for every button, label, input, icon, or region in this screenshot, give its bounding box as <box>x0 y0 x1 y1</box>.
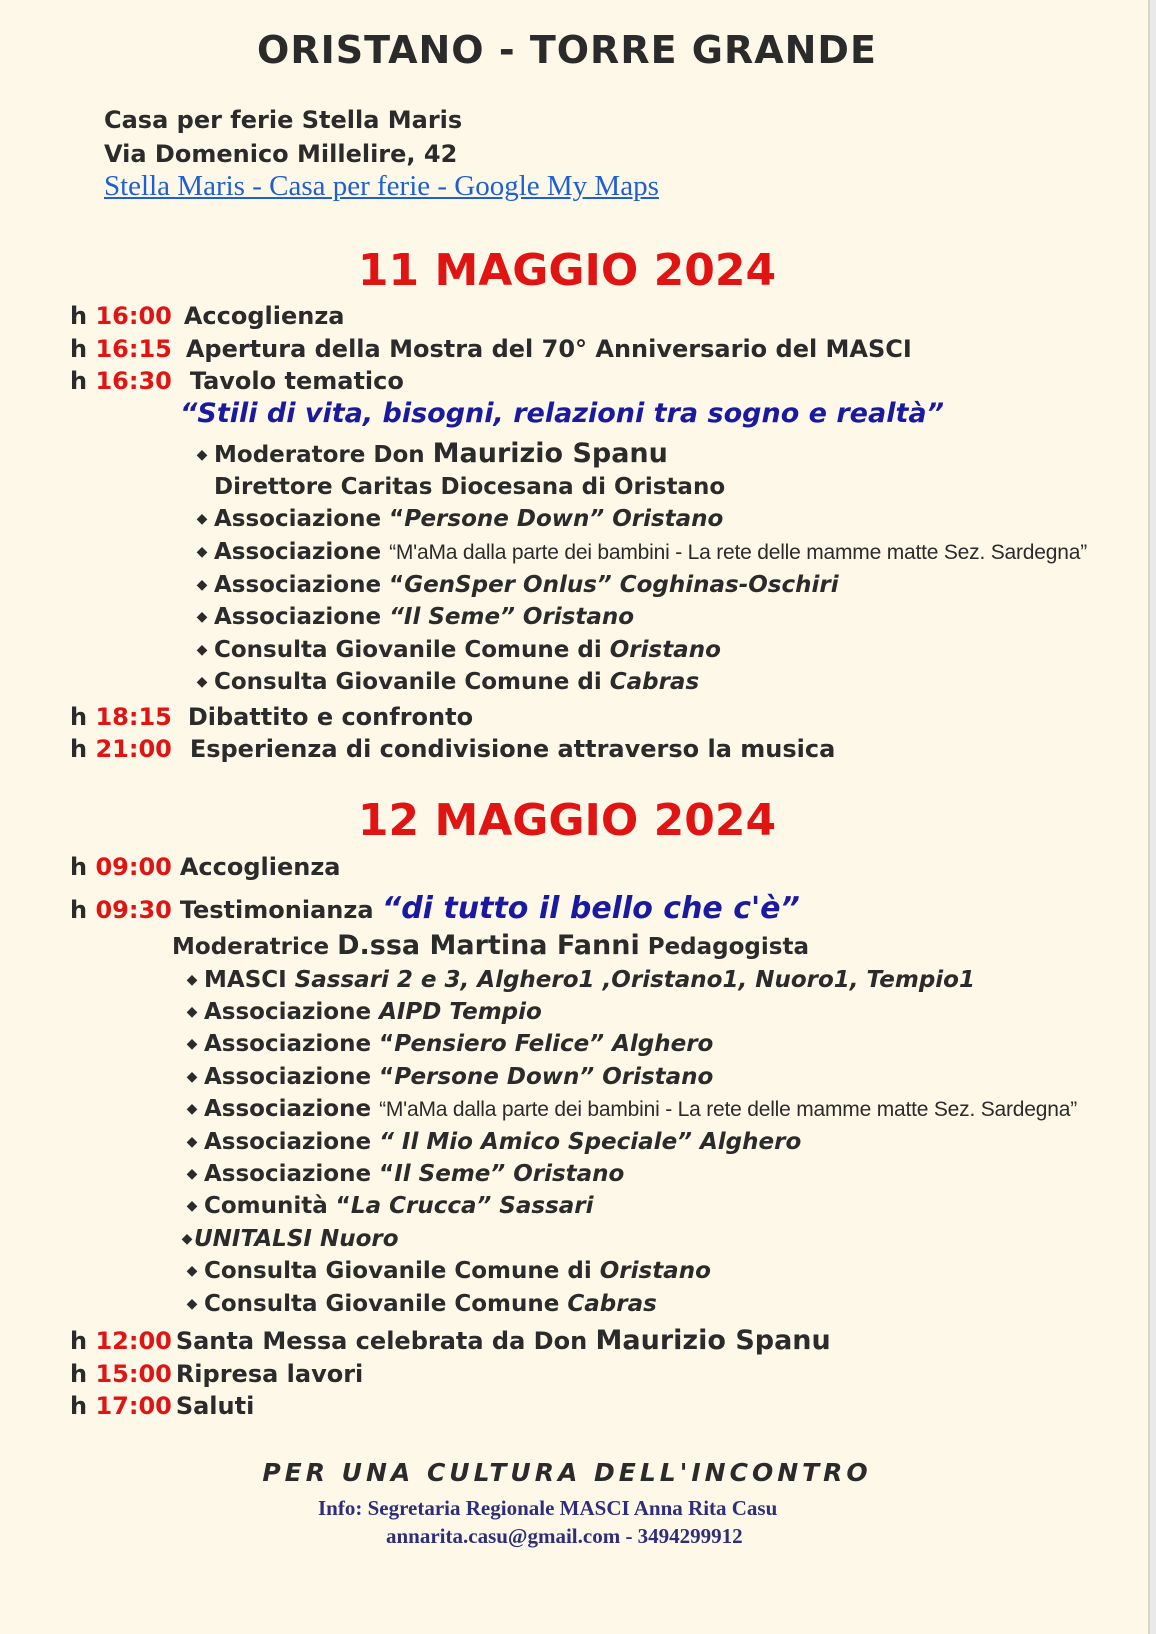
participant-item <box>180 1226 399 1252</box>
moderator-label: Moderatrice <box>172 934 338 960</box>
participant-item <box>180 1291 657 1317</box>
participant-item <box>190 669 699 695</box>
schedule-row <box>70 367 404 395</box>
participant-name: AIPD Tempio <box>379 999 542 1025</box>
participant-label: MASCI <box>204 967 295 993</box>
hour-prefix: h <box>70 367 88 395</box>
diamond-bullet-icon: ◆ <box>186 1134 198 1150</box>
participant-label: Associazione “ <box>204 1161 395 1187</box>
hour-prefix: h <box>70 335 88 363</box>
participant-label: Consulta Giovanile Comune di <box>214 637 610 663</box>
hour-prefix: h <box>70 896 88 924</box>
time-label: 18:15 <box>95 703 172 731</box>
schedule-row <box>70 302 345 330</box>
participant-item <box>180 1161 624 1187</box>
time-label: 16:00 <box>95 302 172 330</box>
participant-name: Oristano <box>609 637 721 663</box>
participant-name: GenSper Onlus” Coghinas-Oschiri <box>404 572 839 598</box>
participant-label: Associazione “ <box>214 506 405 532</box>
participant-label: Consulta Giovanile Comune di <box>214 669 610 695</box>
schedule-row <box>70 735 835 763</box>
participant-item <box>180 1129 801 1155</box>
time-label: 15:00 <box>95 1360 172 1388</box>
participant-label: Associazione <box>214 604 390 630</box>
participant-label: Associazione <box>204 1129 380 1155</box>
participant-item <box>190 506 723 532</box>
venue-address: Via Domenico Millelire, 42 <box>104 140 458 168</box>
day1-date: 11 MAGGIO 2024 <box>357 245 777 296</box>
event-label: Testimonianza <box>179 896 382 924</box>
event-label: Saluti <box>175 1392 255 1420</box>
event-label: Santa Messa celebrata da Don <box>175 1327 596 1355</box>
moderator-item <box>190 438 668 469</box>
hour-prefix: h <box>70 853 88 881</box>
participant-label: Consulta Giovanile Comune di <box>204 1258 600 1284</box>
participant-label: Comunità “ <box>204 1193 351 1219</box>
event-label: Tavolo tematico <box>189 367 404 395</box>
participant-name: Cabras <box>567 1291 657 1317</box>
schedule-row <box>70 891 800 926</box>
hour-prefix: h <box>70 735 88 763</box>
schedule-row <box>70 1360 363 1388</box>
participant-name: “ Il Mio Amico Speciale” Alghero <box>379 1129 802 1155</box>
participant-item <box>180 1193 594 1219</box>
diamond-bullet-icon: ◆ <box>196 511 208 527</box>
participant-name: Persone Down” Oristano <box>394 1064 714 1090</box>
time-label: 09:30 <box>95 896 172 924</box>
schedule-row <box>70 335 912 363</box>
time-label: 16:30 <box>95 367 172 395</box>
hour-prefix: h <box>70 302 88 330</box>
venue-name: Casa per ferie Stella Maris <box>104 106 463 134</box>
hour-prefix: h <box>70 1360 88 1388</box>
diamond-bullet-icon: ◆ <box>196 447 208 463</box>
participant-name: Cabras <box>609 669 700 695</box>
participant-label: Associazione “ <box>204 1031 395 1057</box>
participant-item <box>190 572 839 598</box>
diamond-bullet-icon: ◆ <box>186 1296 198 1312</box>
participant-label: Associazione <box>204 999 380 1025</box>
participant-name: Pensiero Felice” Alghero <box>394 1031 714 1057</box>
diamond-bullet-icon: ◆ <box>196 577 208 593</box>
participant-label: Associazione <box>204 1096 380 1122</box>
diamond-bullet-icon: ◆ <box>186 1036 198 1052</box>
hour-prefix: h <box>70 703 88 731</box>
schedule-row <box>70 853 341 881</box>
time-label: 17:00 <box>95 1392 172 1420</box>
diamond-bullet-icon: ◆ <box>186 1004 198 1020</box>
event-label: Accoglienza <box>183 302 345 330</box>
participant-name: Sassari 2 e 3, Alghero1 ,Oristano1, Nuoro1, Tempio1 <box>294 967 975 993</box>
time-label: 12:00 <box>95 1327 172 1355</box>
schedule-row <box>70 703 473 731</box>
participant-item <box>180 1064 713 1090</box>
participant-name: UNITALSI Nuoro <box>194 1226 399 1252</box>
participant-name: Oristano <box>599 1258 711 1284</box>
participant-name: “Il Seme” Oristano <box>389 604 635 630</box>
event-label: Ripresa lavori <box>175 1360 364 1388</box>
diamond-bullet-icon: ◆ <box>181 1231 193 1247</box>
diamond-bullet-icon: ◆ <box>186 1198 198 1214</box>
motto: PER UNA CULTURA DELL'INCONTRO <box>262 1458 872 1487</box>
event-label: Dibattito e confronto <box>187 703 474 731</box>
hour-prefix: h <box>70 1327 88 1355</box>
document-title: ORISTANO - TORRE GRANDE <box>257 28 877 72</box>
moderator-name: D.ssa Martina Fanni <box>337 930 640 961</box>
participant-item <box>180 967 975 993</box>
diamond-bullet-icon: ◆ <box>186 1166 198 1182</box>
contact-line: annarita.casu@gmail.com - 3494299912 <box>386 1524 743 1548</box>
diamond-bullet-icon: ◆ <box>186 1069 198 1085</box>
diamond-bullet-icon: ◆ <box>186 972 198 988</box>
schedule-row <box>70 1325 831 1356</box>
day2-theme: “di tutto il bello che c'è” <box>381 891 800 926</box>
day1-theme: “Stili di vita, bisogni, relazioni tra sogno e realtà” <box>180 398 944 429</box>
moderator-name: Maurizio Spanu <box>432 438 668 469</box>
diamond-bullet-icon: ◆ <box>196 642 208 658</box>
participant-item <box>190 637 721 663</box>
diamond-bullet-icon: ◆ <box>186 1101 198 1117</box>
participant-label: Associazione “ <box>204 1064 395 1090</box>
info-line: Info: Segretaria Regionale MASCI Anna Rita Casu <box>318 1496 778 1520</box>
moderator-item <box>172 930 809 961</box>
diamond-bullet-icon: ◆ <box>186 1263 198 1279</box>
diamond-bullet-icon: ◆ <box>196 544 208 560</box>
moderator-role: Pedagogista <box>639 934 809 960</box>
event-label: Esperienza di condivisione attraverso la musica <box>189 735 836 763</box>
time-label: 21:00 <box>95 735 172 763</box>
moderator-role: Direttore Caritas Diocesana di Oristano <box>214 474 726 500</box>
diamond-bullet-icon: ◆ <box>196 609 208 625</box>
participant-name: Il Seme” Oristano <box>394 1161 625 1187</box>
participant-label: Consulta Giovanile Comune <box>204 1291 568 1317</box>
participant-item <box>190 539 1087 565</box>
map-link[interactable]: Stella Maris - Casa per ferie - Google My Maps <box>104 170 659 202</box>
participant-name: “M'aMa dalla parte dei bambini - La rete delle mamme matte Sez. Sardegna” <box>379 1098 1077 1121</box>
participant-item <box>180 1096 1077 1122</box>
time-label: 16:15 <box>95 335 172 363</box>
participant-label: Associazione “ <box>214 572 405 598</box>
day2-date: 12 MAGGIO 2024 <box>357 795 777 846</box>
celebrant-name: Maurizio Spanu <box>595 1325 831 1356</box>
hour-prefix: h <box>70 1392 88 1420</box>
participant-name: La Crucca” Sassari <box>350 1193 594 1219</box>
event-label: Apertura della Mostra del 70° Anniversario del MASCI <box>185 335 912 363</box>
schedule-row <box>70 1392 254 1420</box>
time-label: 09:00 <box>95 853 172 881</box>
participant-name: “M'aMa dalla parte dei bambini - La rete delle mamme matte Sez. Sardegna” <box>389 541 1087 564</box>
moderator-label: Moderatore Don <box>214 442 433 468</box>
participant-name: Persone Down” Oristano <box>404 506 724 532</box>
participant-item <box>180 999 542 1025</box>
participant-item <box>180 1258 711 1284</box>
event-label: Accoglienza <box>179 853 341 881</box>
participant-item <box>190 604 634 630</box>
participant-item <box>180 1031 713 1057</box>
participant-label: Associazione <box>214 539 390 565</box>
diamond-bullet-icon: ◆ <box>196 674 208 690</box>
